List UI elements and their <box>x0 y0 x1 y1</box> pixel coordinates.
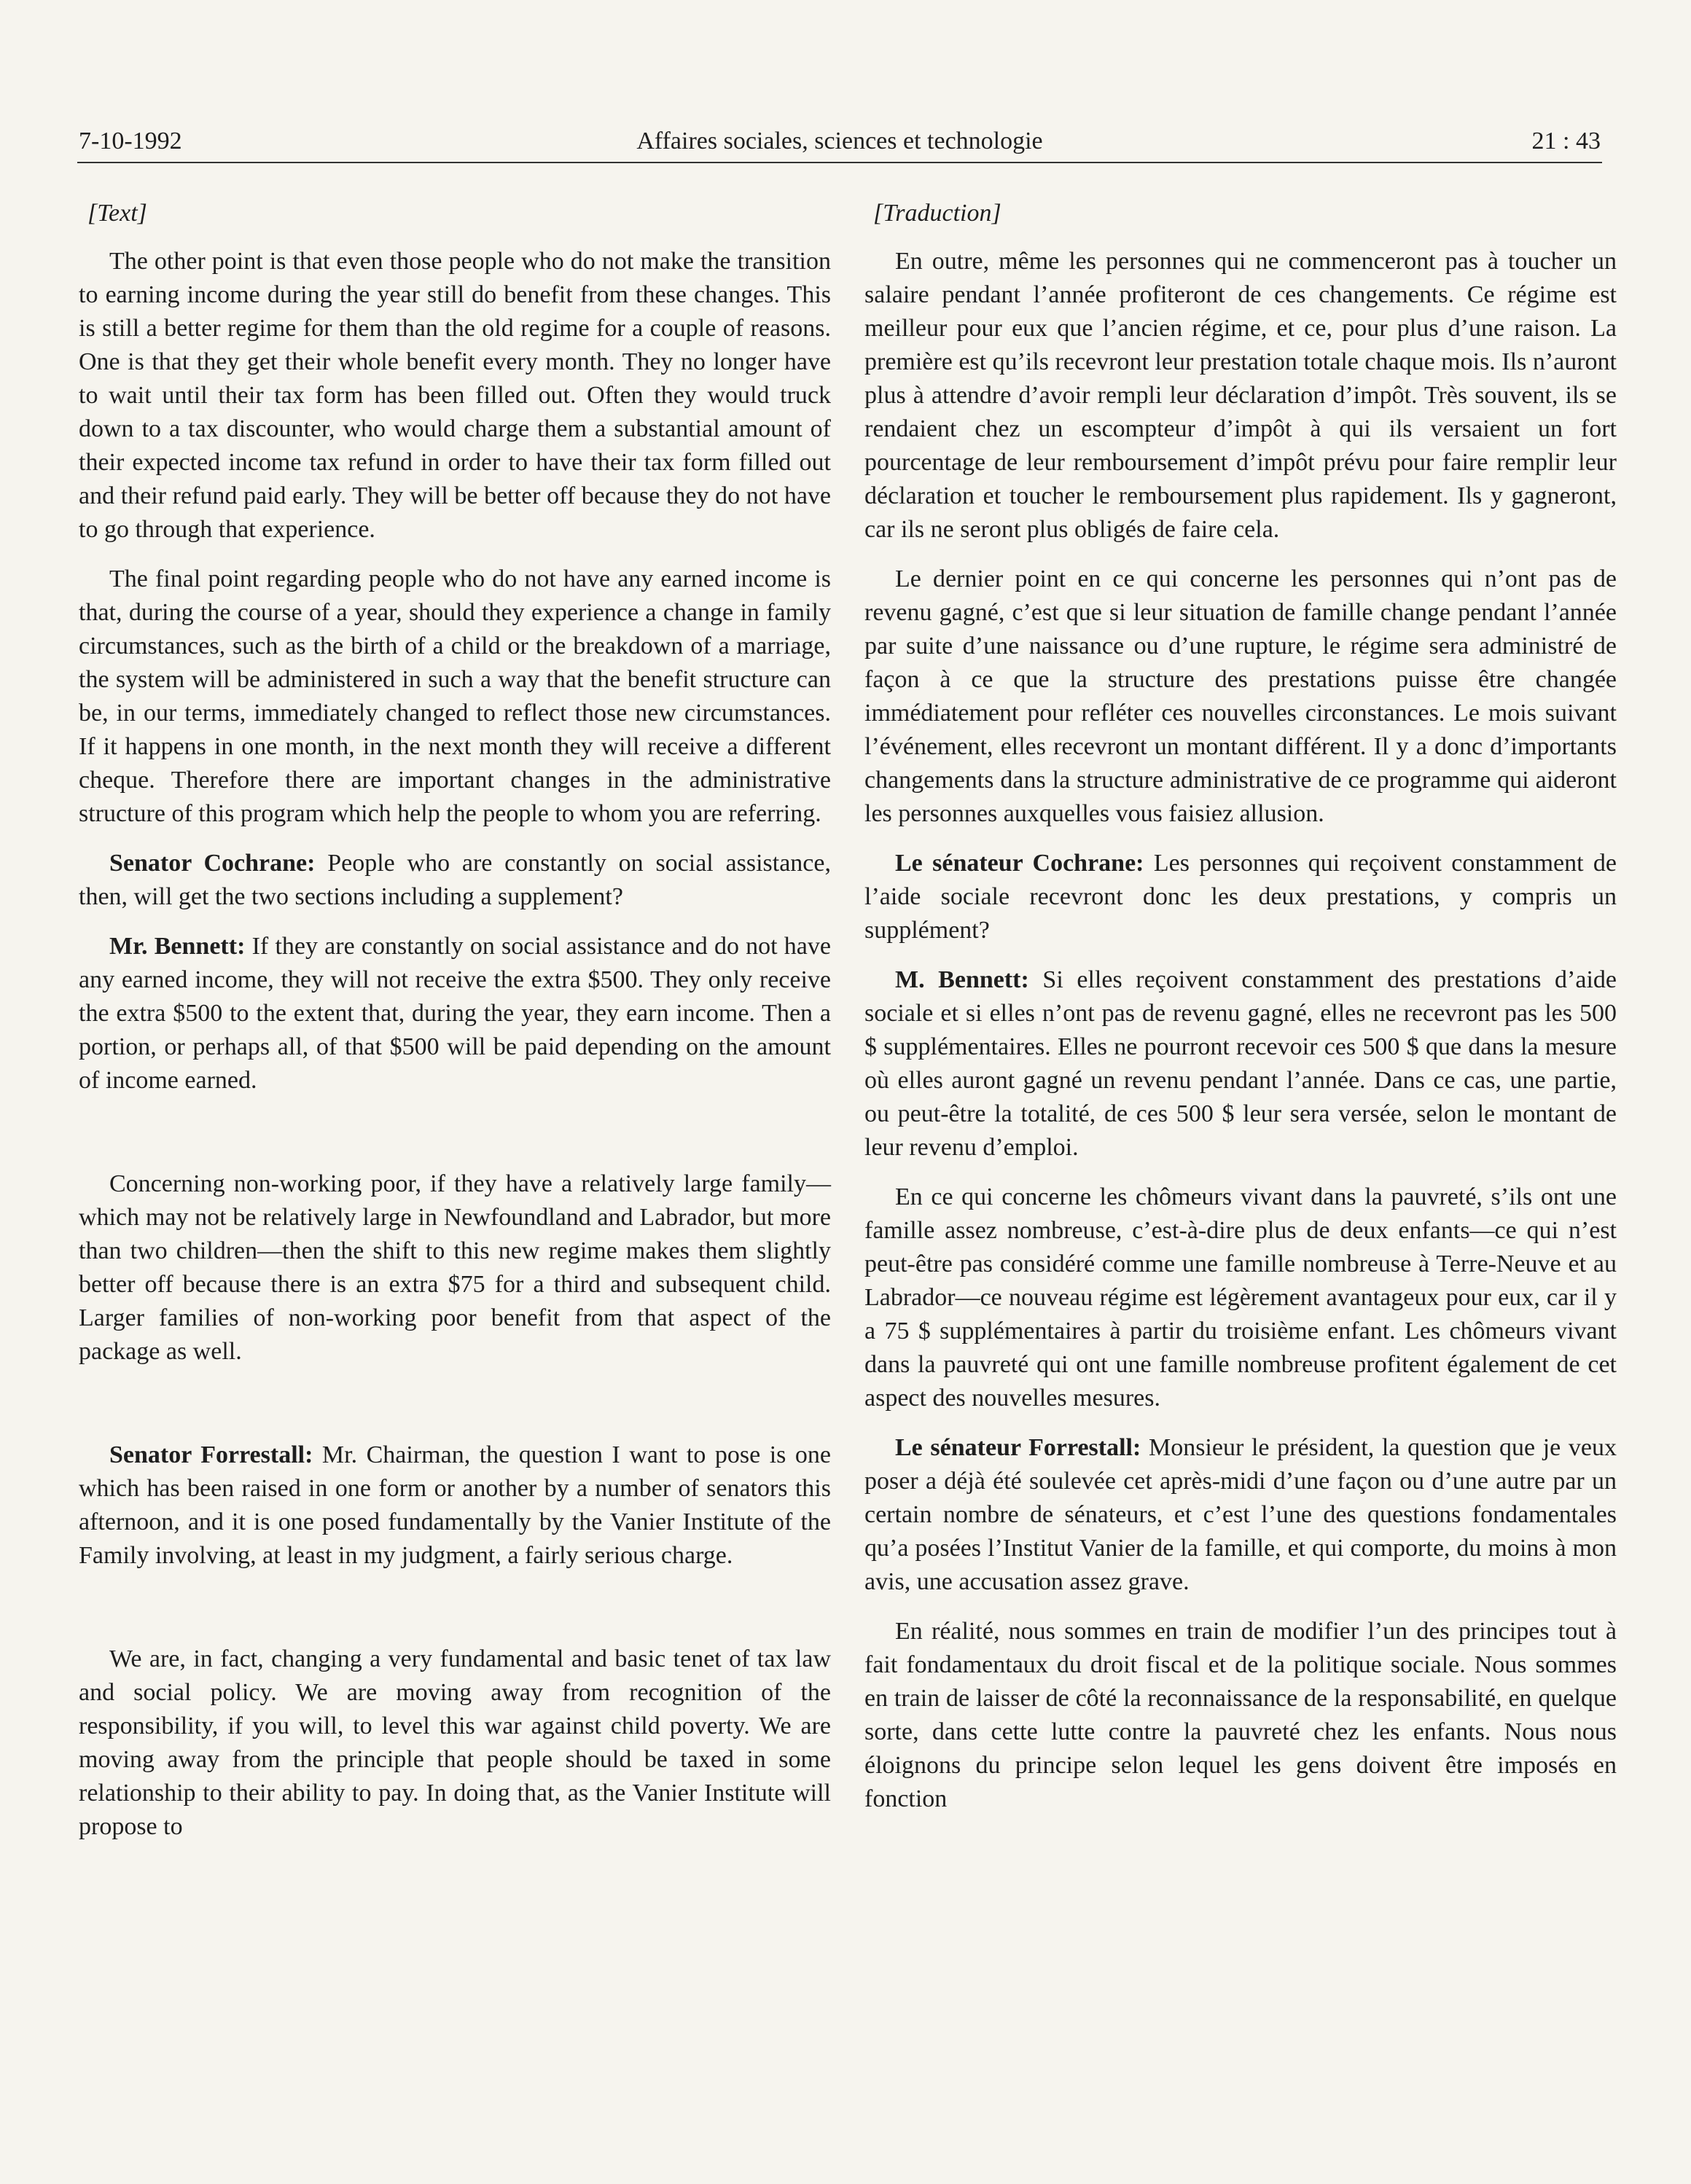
english-label: [Text] <box>87 200 147 227</box>
header-page-number: 21 : 43 <box>1531 128 1601 154</box>
english-paragraph-3-text: People who are constantly on social assistance, then, will get the two sections including a supplement? <box>79 850 831 910</box>
french-paragraph-7: En réalité, nous sommes en train de modifier l’un des principes tout à fait fondamentaux du droit fiscal et de la politique sociale. Nous sommes en train de laisser de côté la reconnaissance de la responsabilité, en quelque sorte, dans cette lutte contre la pauvreté chez les enfants. Nous nous éloignons du principe selon lequel les gens doivent être imposés en fonction <box>864 1618 1617 1812</box>
english-paragraph-2: The final point regarding people who do not have any earned income is that, during the course of a year, should they experience a change in family circumstances, such as the birth of a child or the breakdown of a marriage, the system will be administered in such a way that the benefit structure can be, in our terms, immediately changed to reflect those new circumstances. If it happens in one month, in the next month they will receive a different cheque. Therefore there are important changes in the administrative structure of this program which help the people to whom you are referring. <box>79 565 831 827</box>
speaker-bennett-fr: M. Bennett: <box>895 966 1029 993</box>
english-column <box>79 197 831 1844</box>
header-title: Affaires sociales, sciences et technologie <box>636 128 1043 154</box>
english-paragraph-6-text: Mr. Chairman, the question I want to pose is one which has been raised in one form or another by a number of senators this afternoon, and it is one posed fundamentally by the Vanier Institute of the Family involving, at least in my judgment, a fairly serious charge. <box>79 1441 831 1569</box>
english-paragraph-3 <box>79 847 831 914</box>
english-paragraph-1: The other point is that even those people who do not make the transition to earning income during the year still do benefit from these changes. This is still a better regime for them than the old regime for a couple of reasons. One is that they get their whole benefit every month. They no longer have to wait until their tax form has been filled out. Often they would truck down to a tax discounter, who would charge them a substantial amount of their expected income tax refund in order to have their tax form filled out and their refund paid early. They will be better off because they do not have to go through that experience. <box>79 248 831 543</box>
french-paragraph-4 <box>864 963 1617 1165</box>
french-paragraph-4-text: Si elles reçoivent constamment des prestations d’aide sociale et si elles n’ont pas de revenu gagné, elles ne recevront pas les 500 $ supplémentaires. Elles ne pourront recevoir ces 500 $ que dans la mesure où elles auront gagné un revenu pendant l’année. Dans ce cas, une partie, ou peut-être la totalité, de ces 500 $ leur sera versée, selon le montant de leur revenu d’emploi. <box>864 966 1617 1161</box>
english-paragraph-4 <box>79 930 831 1097</box>
english-paragraph-7: We are, in fact, changing a very fundamental and basic tenet of tax law and social policy. We are moving away from recognition of the responsibility, if you will, to level this war against child poverty. We are moving away from the principle that people should be taxed in some relationship to their ability to pay. In doing that, as the Vanier Institute will propose to <box>79 1645 831 1840</box>
speaker-cochrane-fr: Le sénateur Cochrane: <box>895 850 1144 877</box>
english-paragraph-4-text: If they are constantly on social assistance and do not have any earned income, they will not receive the extra $500. They only receive the extra $500 to the extent that, during the year, they earn income. Then a portion, or perhaps all, of that $500 will be paid depending on the amount of income earned. <box>79 933 831 1094</box>
page-header <box>77 121 1602 163</box>
french-paragraph-3 <box>864 847 1617 947</box>
english-paragraph-6 <box>79 1439 831 1573</box>
french-paragraph-2: Le dernier point en ce qui concerne les personnes qui n’ont pas de revenu gagné, c’est que si leur situation de famille change pendant l’année par suite d’une naissance ou d’une rupture, le régime sera administré de façon à ce que la structure des prestations puisse être changée immédiatement pour refléter ces nouvelles circonstances. Le mois suivant l’événement, elles recevront un montant différent. Il y a donc d’importants changements dans la structure administrative de ce programme qui aideront les personnes auxquelles vous faisiez allusion. <box>864 565 1617 827</box>
speaker-bennett: Mr. Bennett: <box>109 933 246 960</box>
french-column <box>864 197 1617 1816</box>
french-paragraph-5: En ce qui concerne les chômeurs vivant dans la pauvreté, s’ils ont une famille assez nombreuse, c’est-à-dire plus de deux enfants—ce qui n’est peut-être pas considéré comme une famille nombreuse à Terre-Neuve et au Labrador—ce nouveau régime est légèrement avantageux pour eux, car il y a 75 $ supplémentaires à partir du troisième enfant. Les chômeurs vivant dans la pauvreté qui ont une famille nombreuse profitent également de cet aspect des nouvelles mesures. <box>864 1183 1617 1412</box>
speaker-forrestall-fr: Le sénateur Forrestall: <box>895 1434 1141 1461</box>
french-paragraph-1: En outre, même les personnes qui ne commenceront pas à toucher un salaire pendant l’année profiteront de ces changements. Ce régime est meilleur pour eux que l’ancien régime, et ce, pour plus d’une raison. La première est qu’ils recevront leur prestation totale chaque mois. Ils n’auront plus à attendre d’avoir rempli leur déclaration d’impôt. Très souvent, ils se rendaient chez un escompteur d’impôt à qui ils versaient un fort pourcentage de leur remboursement d’impôt prévu pour faire remplir leur déclaration et toucher le remboursement plus rapidement. Ils y gagneront, car ils ne seront plus obligés de faire cela. <box>864 248 1617 543</box>
speaker-cochrane: Senator Cochrane: <box>109 850 316 877</box>
french-paragraph-3-text: Les personnes qui reçoivent constamment de l’aide sociale recevront donc les deux prestations, y compris un supplément? <box>864 850 1617 944</box>
speaker-forrestall: Senator Forrestall: <box>109 1441 313 1468</box>
french-label: [Traduction] <box>873 200 1001 227</box>
header-date: 7-10-1992 <box>79 128 182 154</box>
french-paragraph-6 <box>864 1431 1617 1599</box>
french-paragraph-6-text: Monsieur le président, la question que je veux poser a déjà été soulevée cet après-midi d’une façon ou d’une autre par un certain nombre de sénateurs, et c’est l’une des questions fondamentales qu’a posées l’Institut Vanier de la famille, et qui comporte, du moins à mon avis, une accusation assez grave. <box>864 1434 1617 1595</box>
english-paragraph-5: Concerning non-working poor, if they have a relatively large family—which may not be relatively large in Newfoundland and Labrador, but more than two children—then the shift to this new regime makes them slightly better off because there is an extra $75 for a third and subsequent child. Larger families of non-working poor benefit from that aspect of the package as well. <box>79 1170 831 1365</box>
